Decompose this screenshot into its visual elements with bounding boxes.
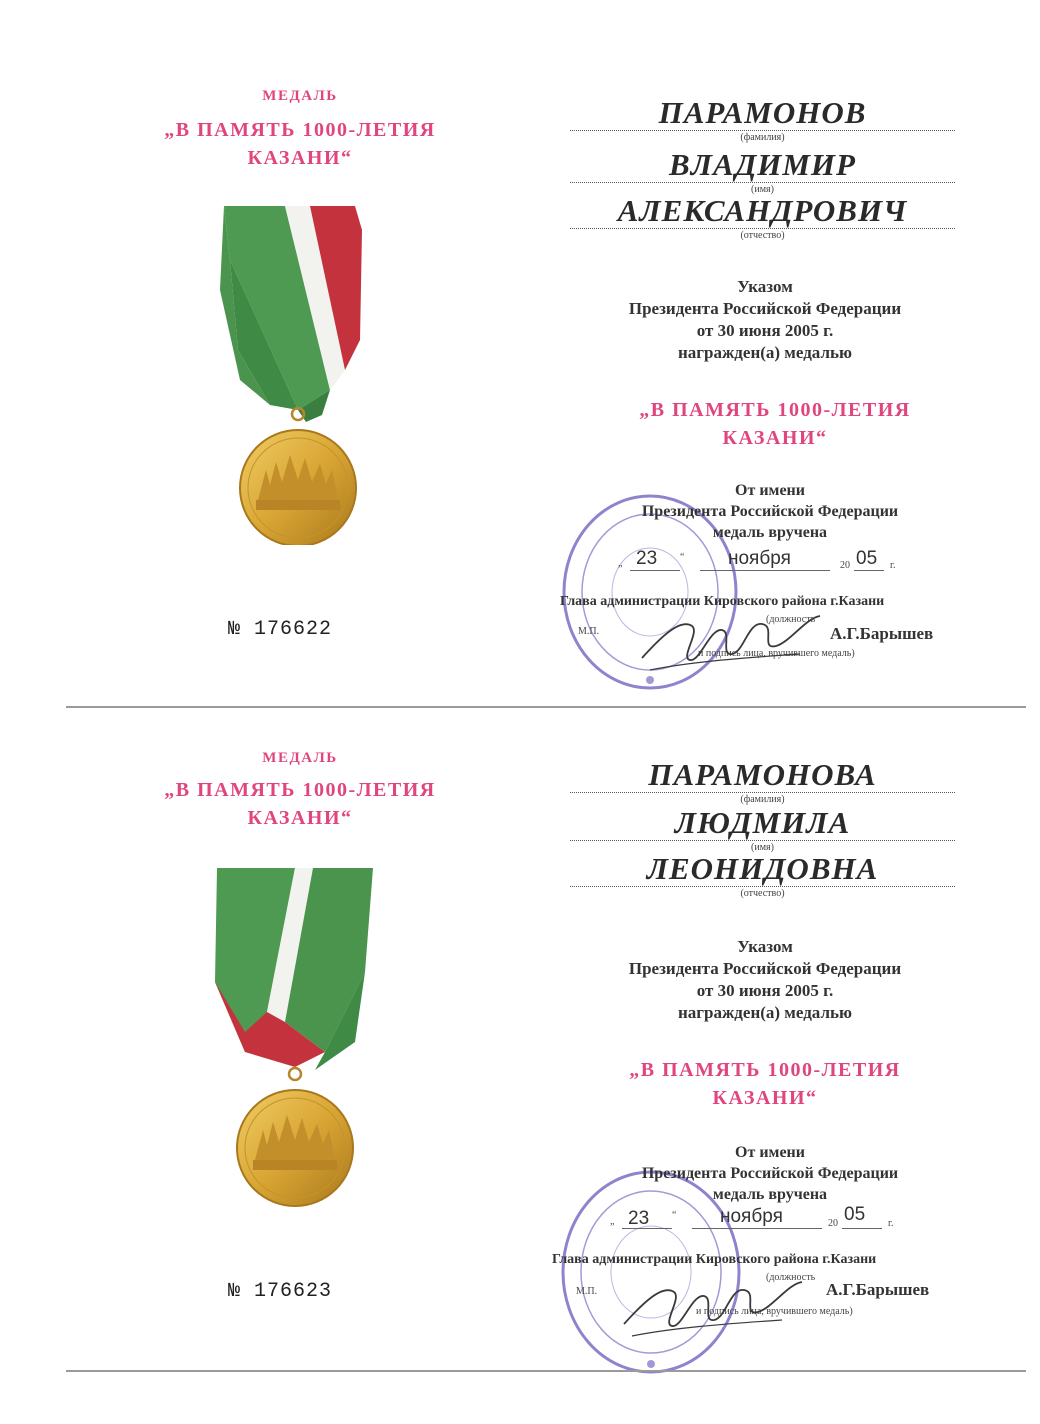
- date-day-line: [622, 1228, 672, 1229]
- name-value: ВЛАДИМИР: [669, 147, 856, 182]
- date-month: ноября: [720, 1206, 783, 1227]
- signer-name: А.Г.Барышев: [826, 1280, 930, 1299]
- surname-line: [570, 130, 955, 131]
- name-caption: (имя): [751, 184, 774, 195]
- presented-line1: От имени: [735, 1144, 805, 1161]
- decree-block: [560, 936, 970, 1024]
- position-caption: (должность: [766, 1272, 816, 1283]
- date-day-line: [630, 570, 680, 571]
- mp-label: М.П.: [578, 626, 600, 637]
- patronymic-caption: (отчество): [740, 230, 785, 241]
- surname-caption: (фамилия): [740, 794, 785, 805]
- patronymic-value: АЛЕКСАНДРОВИЧ: [617, 193, 908, 228]
- surname-value: ПАРАМОНОВ: [658, 95, 867, 130]
- name-field: [570, 148, 955, 196]
- date-quote-open: „: [610, 1216, 615, 1227]
- signature: [614, 1262, 814, 1342]
- date-year-line: [842, 1228, 882, 1229]
- official-position: Глава администрации Кировского района г.Казани: [552, 1252, 877, 1267]
- date-year-suffix: г.: [888, 1218, 894, 1229]
- medal-title-line2: КАЗАНИ“: [247, 807, 353, 829]
- date-year-suffix: г.: [890, 560, 896, 571]
- presented-block: [580, 480, 960, 543]
- medal-title-line1: „В ПАМЯТЬ 1000-ЛЕТИЯ: [164, 779, 436, 801]
- decree-line1: Указом: [737, 937, 793, 956]
- award-title-line1: „В ПАМЯТЬ 1000-ЛЕТИЯ: [639, 399, 911, 421]
- position-caption: (должность: [766, 614, 816, 625]
- surname-line: [570, 792, 955, 793]
- decree-line3: от 30 июня 2005 г.: [696, 321, 834, 340]
- signer-name: А.Г.Барышев: [830, 624, 934, 643]
- signature: [630, 598, 830, 678]
- presented-line2: Президента Российской Федерации: [641, 1165, 899, 1182]
- name-value: ЛЮДМИЛА: [674, 805, 851, 840]
- date-year-line: [854, 570, 884, 571]
- surname-value: ПАРАМОНОВА: [648, 757, 877, 792]
- medal-title-line1: „В ПАМЯТЬ 1000-ЛЕТИЯ: [164, 119, 436, 141]
- decree-line4: награжден(а) медалью: [678, 343, 852, 362]
- patronymic-field: [570, 852, 955, 900]
- medal-label: МЕДАЛЬ: [262, 88, 338, 104]
- date-month-line: [700, 570, 830, 571]
- patronymic-line: [570, 886, 955, 887]
- date-year: 05: [856, 548, 878, 569]
- award-title-line1: „В ПАМЯТЬ 1000-ЛЕТИЯ: [629, 1059, 901, 1081]
- name-caption: (имя): [751, 842, 774, 853]
- medal-title-line2: КАЗАНИ“: [247, 147, 353, 169]
- date-quote-close: “: [680, 552, 685, 563]
- presented-line3: медаль вручена: [712, 524, 828, 541]
- signature-caption: и подпись лица, вручившего медаль): [696, 1306, 853, 1317]
- card-bottom-edge: [66, 706, 1026, 708]
- date-year: 05: [844, 1204, 866, 1225]
- surname-caption: (фамилия): [740, 132, 785, 143]
- decree-line2: Президента Российской Федерации: [628, 299, 902, 318]
- date-month-line: [692, 1228, 822, 1229]
- award-title-line2: КАЗАНИ“: [712, 1087, 818, 1109]
- presented-line3: медаль вручена: [712, 1186, 828, 1203]
- date-year-prefix: 20: [828, 1218, 838, 1229]
- patronymic-field: [570, 194, 955, 242]
- presented-block: [580, 1142, 960, 1205]
- medal-image: [210, 200, 385, 545]
- medal-label: МЕДАЛЬ: [262, 750, 338, 766]
- official-position: Глава администрации Кировского района г.Казани: [560, 594, 885, 609]
- decree-block: [560, 276, 970, 364]
- patronymic-caption: (отчество): [740, 888, 785, 899]
- signature-caption: и подпись лица, вручившего медаль): [698, 648, 855, 659]
- name-line: [570, 840, 955, 841]
- surname-field: [570, 96, 955, 144]
- surname-field: [570, 758, 955, 806]
- award-title-line2: КАЗАНИ“: [722, 427, 828, 449]
- presentation-date: [592, 1206, 902, 1232]
- date-quote-close: “: [672, 1210, 677, 1221]
- date-quote-open: „: [618, 558, 623, 569]
- decree-line2: Президента Российской Федерации: [628, 959, 902, 978]
- date-day: 23: [628, 1208, 650, 1229]
- name-field: [570, 806, 955, 854]
- patronymic-value: ЛЕОНИДОВНА: [646, 851, 879, 886]
- medal-image: [205, 862, 385, 1212]
- certificate-2: [0, 712, 1040, 1424]
- date-month: ноября: [728, 548, 791, 569]
- card-bottom-edge: [66, 1370, 1026, 1372]
- presentation-date: [600, 548, 910, 574]
- date-year-prefix: 20: [840, 560, 850, 571]
- name-line: [570, 182, 955, 183]
- decree-line3: от 30 июня 2005 г.: [696, 981, 834, 1000]
- certificate-number: № 176622: [228, 618, 333, 641]
- date-day: 23: [636, 548, 658, 569]
- presented-line1: От имени: [735, 482, 805, 499]
- decree-line1: Указом: [737, 277, 793, 296]
- mp-label: М.П.: [576, 1286, 598, 1297]
- decree-line4: награжден(а) медалью: [678, 1003, 852, 1022]
- patronymic-line: [570, 228, 955, 229]
- certificate-number: № 176623: [228, 1280, 333, 1303]
- presented-line2: Президента Российской Федерации: [641, 503, 899, 520]
